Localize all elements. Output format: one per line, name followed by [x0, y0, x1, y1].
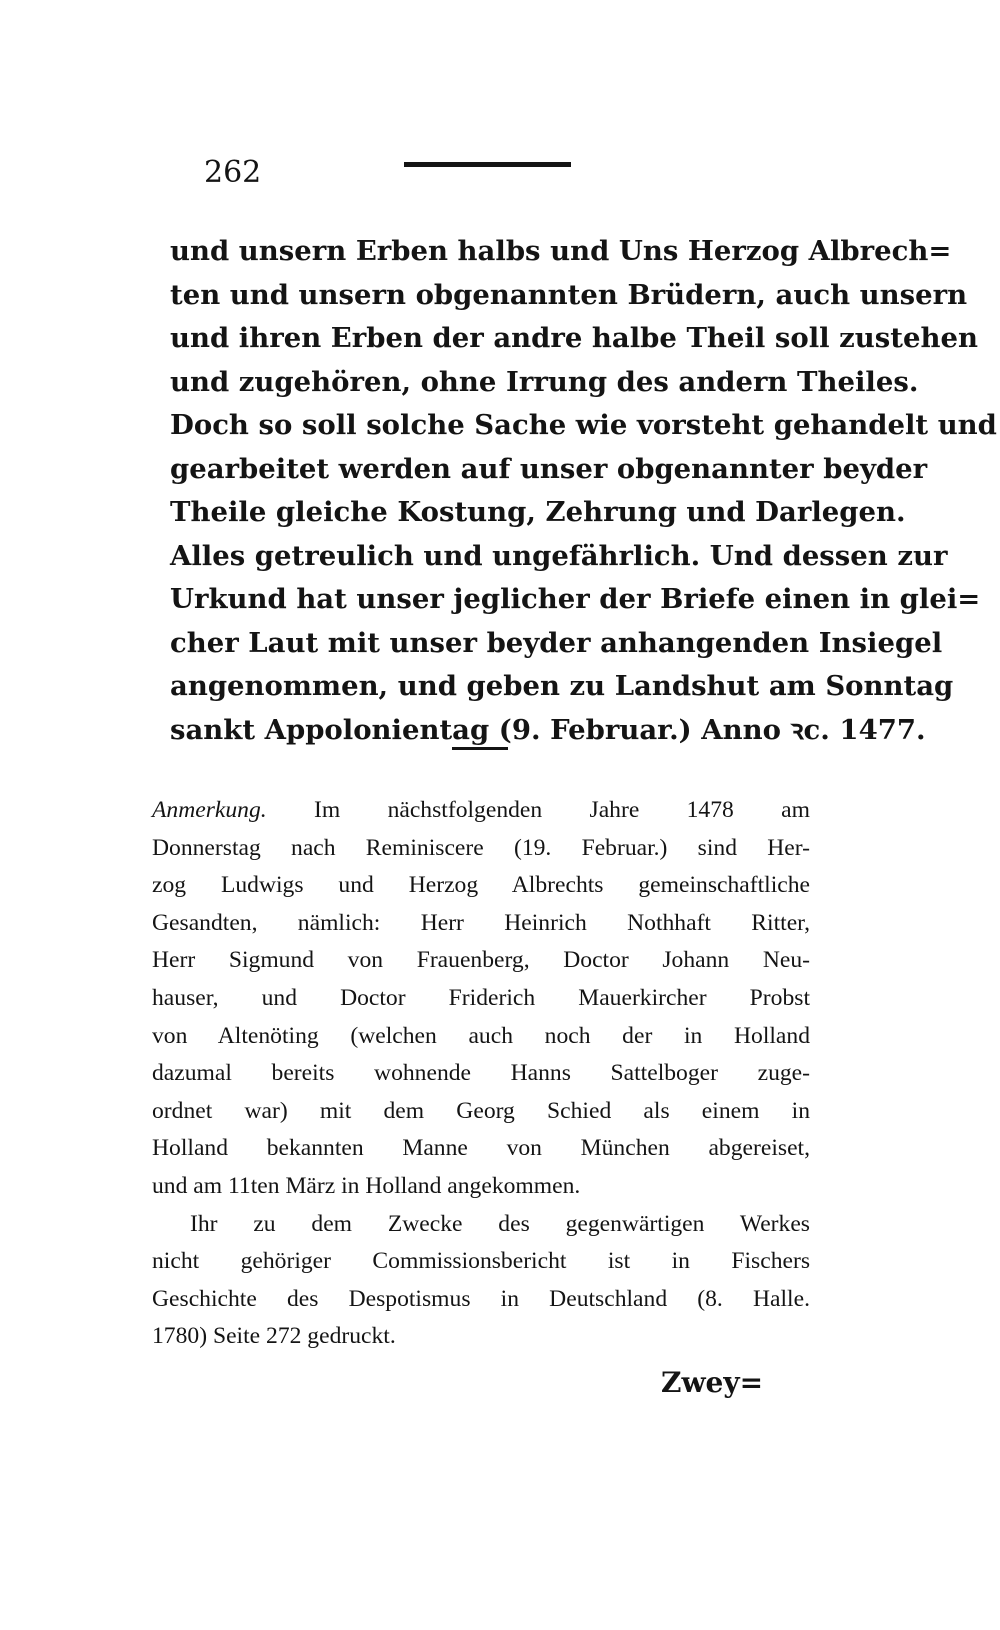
- note-paragraph2-line: nicht gehöriger Commissionsbericht ist in Fischers: [152, 1248, 810, 1275]
- main-text: [170, 230, 997, 752]
- note-block: [152, 792, 810, 1356]
- main-text-line: und zugehören, ohne Irrung des andern Theiles.: [170, 365, 919, 398]
- note-paragraph2-line: 1780) Seite 272 gedruckt.: [152, 1323, 396, 1350]
- main-text-line: sankt Appolonientag (9. Februar.) Anno ꝛc. 1477.: [170, 713, 926, 746]
- note-line: und am 11ten März in Holland angekommen.: [152, 1172, 581, 1199]
- note-line: hauser, und Doctor Friderich Mauerkircher Probst: [152, 984, 810, 1011]
- main-text-line: Urkund hat unser jeglicher der Briefe einen in glei=: [170, 583, 981, 615]
- note-line: Gesandten, nämlich: Herr Heinrich Nothhaft Ritter,: [152, 909, 810, 936]
- main-text-line: Theile gleiche Kostung, Zehrung und Darlegen.: [170, 496, 906, 528]
- note-paragraph2-line: Geschichte des Despotismus in Deutschland (8. Halle.: [152, 1285, 810, 1312]
- main-text-line: angenommen, und geben zu Landshut am Sonntag: [170, 670, 954, 702]
- catchword: Zwey=: [661, 1366, 764, 1399]
- note-line: ordnet war) mit dem Georg Schied als einem in: [152, 1097, 810, 1124]
- note-first-line: [152, 792, 810, 830]
- main-text-line: cher Laut mit unser beyder anhangenden Insiegel: [170, 626, 943, 659]
- page-number: 262: [204, 155, 262, 190]
- note-line: von Altenöting (welchen auch noch der in Holland: [152, 1022, 810, 1049]
- main-text-line: und unsern Erben halbs und Uns Herzog Albrech=: [170, 235, 952, 267]
- note-line: Holland bekannten Manne von München abgereiset,: [152, 1135, 810, 1162]
- note-line: zog Ludwigs und Herzog Albrechts gemeinschaftliche: [152, 872, 810, 899]
- main-text-line: Doch so soll solche Sache wie vorsteht gehandelt und: [170, 409, 997, 441]
- section-divider: [452, 747, 508, 750]
- main-text-line: und ihren Erben der andre halbe Theil soll zustehen: [170, 322, 978, 354]
- main-text-line: ten und unsern obgenannten Brüdern, auch unsern: [170, 278, 968, 311]
- note-paragraph2-line: Ihr zu dem Zwecke des gegenwärtigen Werkes: [190, 1210, 810, 1237]
- header-rule: [404, 162, 571, 167]
- note-first-line-text: Im nächstfolgenden Jahre 1478 am: [314, 797, 810, 823]
- note-line: Donnerstag nach Reminiscere (19. Februar.) sind Her-: [152, 834, 810, 861]
- note-label: Anmerkung.: [152, 797, 267, 823]
- main-text-line: Alles getreulich und ungefährlich. Und dessen zur: [170, 539, 948, 572]
- note-line: Herr Sigmund von Frauenberg, Doctor Johann Neu-: [152, 947, 810, 974]
- note-line: dazumal bereits wohnende Hanns Sattelboger zuge-: [152, 1060, 810, 1087]
- main-text-line: gearbeitet werden auf unser obgenannter beyder: [170, 452, 928, 485]
